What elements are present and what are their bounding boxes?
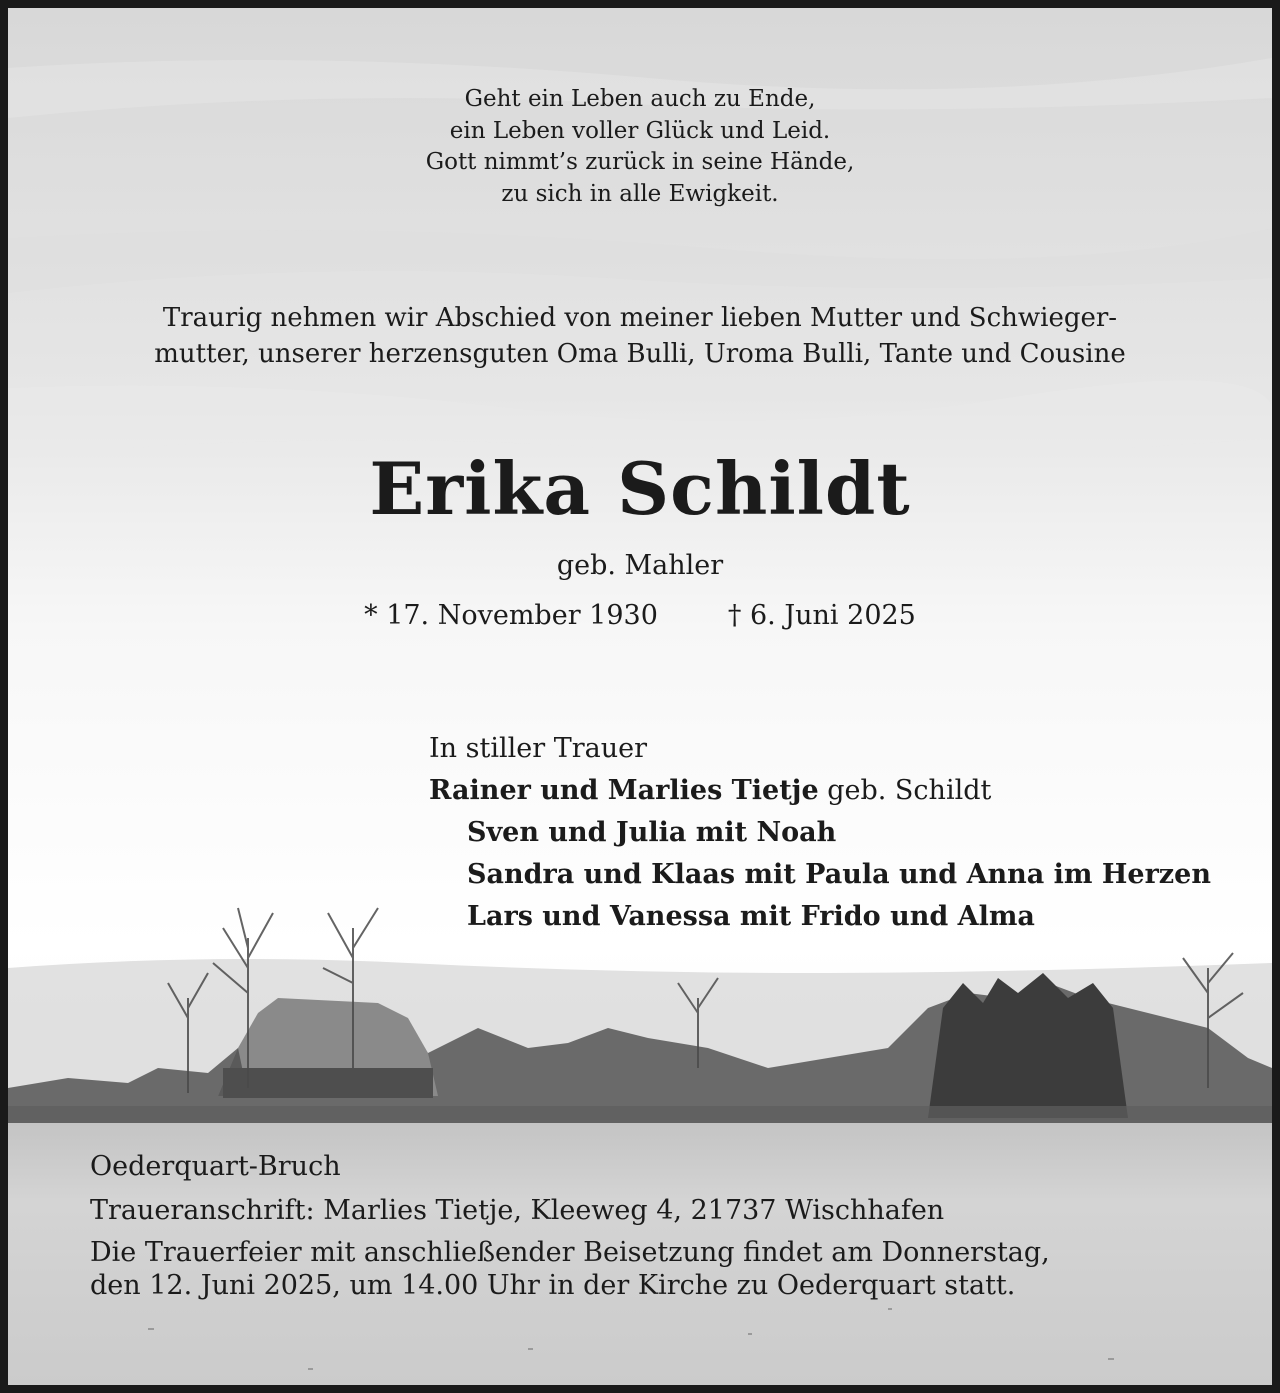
place-name: Oederquart-Bruch [90, 1151, 341, 1182]
poem-line: zu sich in alle Ewigkeit. [501, 180, 779, 207]
death-date: † 6. Juni 2025 [727, 600, 916, 631]
mourner-primary-note: geb. Schildt [818, 775, 992, 806]
intro-line: mutter, unserer herzensguten Oma Bulli, Uroma Bulli, Tante und Cousine [154, 339, 1126, 369]
poem-line: ein Leben voller Glück und Leid. [449, 117, 831, 144]
mourners-block [429, 728, 1211, 938]
deceased-name: Erika Schildt [369, 446, 911, 531]
poem-verse [8, 84, 1272, 210]
mourners-heading: In stiller Trauer [429, 733, 648, 764]
poem-line: Geht ein Leben auch zu Ende, [464, 86, 816, 112]
mourner-family: Lars und Vanessa mit Frido und Alma [467, 901, 1035, 932]
intro-text [8, 300, 1272, 372]
mourner-family: Sven und Julia mit Noah [467, 817, 837, 848]
footer-info [90, 1151, 1050, 1302]
funeral-service-line: Die Trauerfeier mit anschließender Beisetzung findet am Donnerstag, [90, 1237, 1050, 1268]
poem-line: Gott nimmt’s zurück in seine Hände, [425, 149, 855, 175]
birth-date: * 17. November 1930 [364, 600, 658, 631]
mourner-primary [429, 770, 1211, 812]
funeral-service-line: den 12. Juni 2025, um 14.00 Uhr in der Kirche zu Oederquart statt. [90, 1270, 1016, 1301]
mourner-primary-names: Rainer und Marlies Tietje [429, 775, 819, 806]
maiden-name: geb. Mahler [556, 550, 724, 581]
condolence-address: Traueranschrift: Marlies Tietje, Kleeweg 4, 21737 Wischhafen [90, 1195, 945, 1226]
intro-line: Traurig nehmen wir Abschied von meiner lieben Mutter und Schwieger- [162, 303, 1118, 333]
life-dates [8, 600, 1272, 631]
mourner-family: Sandra und Klaas mit Paula und Anna im Herzen [467, 859, 1211, 890]
